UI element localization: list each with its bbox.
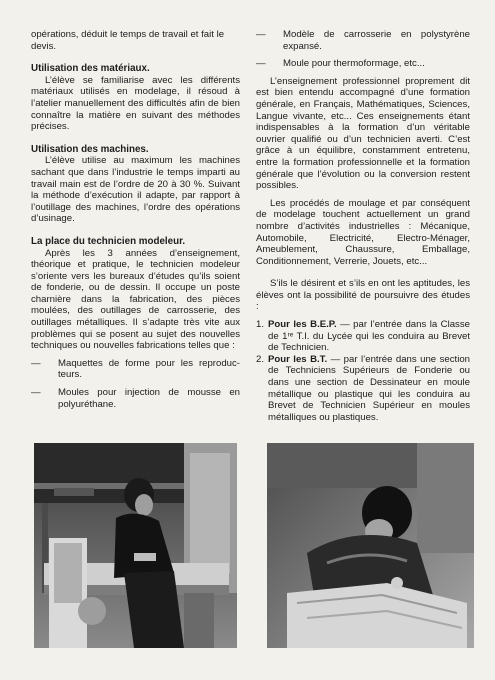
item-number: 1. bbox=[256, 319, 265, 331]
right-column bbox=[256, 29, 470, 423]
intro-line-2: devis. bbox=[31, 40, 57, 52]
dash-mark: — bbox=[31, 387, 41, 399]
list-item-text: Moule pour thermoformage, etc... bbox=[283, 58, 425, 70]
list-item bbox=[256, 29, 470, 52]
item-title: Pour les B.E.P. bbox=[268, 319, 337, 331]
item-title: Pour les B.T. bbox=[268, 353, 328, 365]
heading-materiaux: Utilisation des matériaux. bbox=[31, 63, 150, 75]
numbered-item-text bbox=[268, 354, 470, 424]
heading-machines: Utilisation des machines. bbox=[31, 143, 149, 155]
paragraph-aptitudes: S’ils le désirent et s’ils en ont les aptitudes, les élèves ont la possibilité de poursuivre des études : bbox=[256, 278, 470, 313]
dash-mark: — bbox=[31, 357, 41, 369]
dash-mark: — bbox=[256, 29, 266, 40]
list-item-text: Modèle de carrosserie en polystyrène expansé. bbox=[283, 29, 470, 52]
list-item bbox=[31, 358, 240, 381]
intro-paragraph bbox=[31, 29, 240, 52]
paragraph-procedes: Les procédés de moulage et par conséquent de modelage touchent actuellement un grand nombre d’activités industrielles : Mécanique, Automobile, Electricité, Electro-Ménager, Ameublement, Chaussure, Emballage, Conditionnement, Verrerie, Jouets, etc... bbox=[256, 197, 470, 267]
photo-model-sculpting bbox=[267, 443, 474, 648]
left-column bbox=[31, 29, 240, 410]
photo-lathe-workshop bbox=[34, 443, 237, 648]
numbered-item-text bbox=[268, 319, 470, 354]
paragraph-materiaux: L’élève se familiarise avec les différents matériaux utilisés en modelage, il résoud à l’atelier manuellement des difficultés afin de bien connaître la matière en suivant des méthodes précises. bbox=[31, 74, 240, 133]
paragraph-place-technicien: Après les 3 années d’enseignement, théorique et pratique, le technicien modeleur s’oriente vers les bureaux d’études qu’ils soient de fonderie, ou de dessin. Il occupe un poste charnière dans la fabrication, des pièces moulées, des outillages de carrosserie, des outillages métalliques. Il s’adapte très vite aux problèmes qui se posent au sujet des nouvelles techniques ou nouvelles fabrications telles que : bbox=[31, 247, 240, 352]
list-item bbox=[31, 387, 240, 410]
list-item-text: Maquettes de forme pour les reproduc- teurs. bbox=[58, 357, 240, 381]
item-body: — par l’entrée dans la Classe de 1ʳᵉ T.I. du Lycée qui les conduira au Brevet de Technicien. bbox=[268, 319, 470, 354]
item-number: 2. bbox=[256, 353, 265, 365]
list-item bbox=[256, 58, 470, 70]
dash-mark: — bbox=[256, 58, 266, 70]
heading-place-technicien: La place du technicien modeleur. bbox=[31, 235, 186, 247]
paragraph-machines: L’élève utilise au maximum les machines sachant que dans l’industrie le temps imparti au travail main est de l’ordre de 20 à 30 %. Suivant la méthode d’exécution il adapte, par rapport à l’outillage des machines, l’ordre des opérations d’usinage. bbox=[31, 155, 240, 225]
item-body: — par l’entrée dans une section de Techniciens Supérieurs de Fonderie ou dans une section de Dessinateur en moule métallique ou plastique qui les conduira au Brevet de Technicien Supérieur en moules métalliques ou plastiques. bbox=[268, 353, 470, 423]
intro-line-1: opérations, déduit le temps de travail et fait le bbox=[31, 29, 225, 40]
numbered-item bbox=[256, 354, 470, 424]
paragraph-enseignement: L’enseignement professionnel proprement dit est bien entendu accompagné d’une formation générale, en Français, Mathématiques, Sciences, Langue vivante, etc... Ces enseignements étant indispensables à la formation d’un véritable ouvrier qualifié ou d’un technicien averti. C’est grâce à un équilibre, constamment entretenu, entre la formation professionnelle et la formation générale que l’évolution ou la conversion restent possibles. bbox=[256, 75, 470, 192]
list-item-text: Moules pour injection de mousse en polyuréthane. bbox=[58, 387, 240, 410]
numbered-item bbox=[256, 319, 470, 354]
